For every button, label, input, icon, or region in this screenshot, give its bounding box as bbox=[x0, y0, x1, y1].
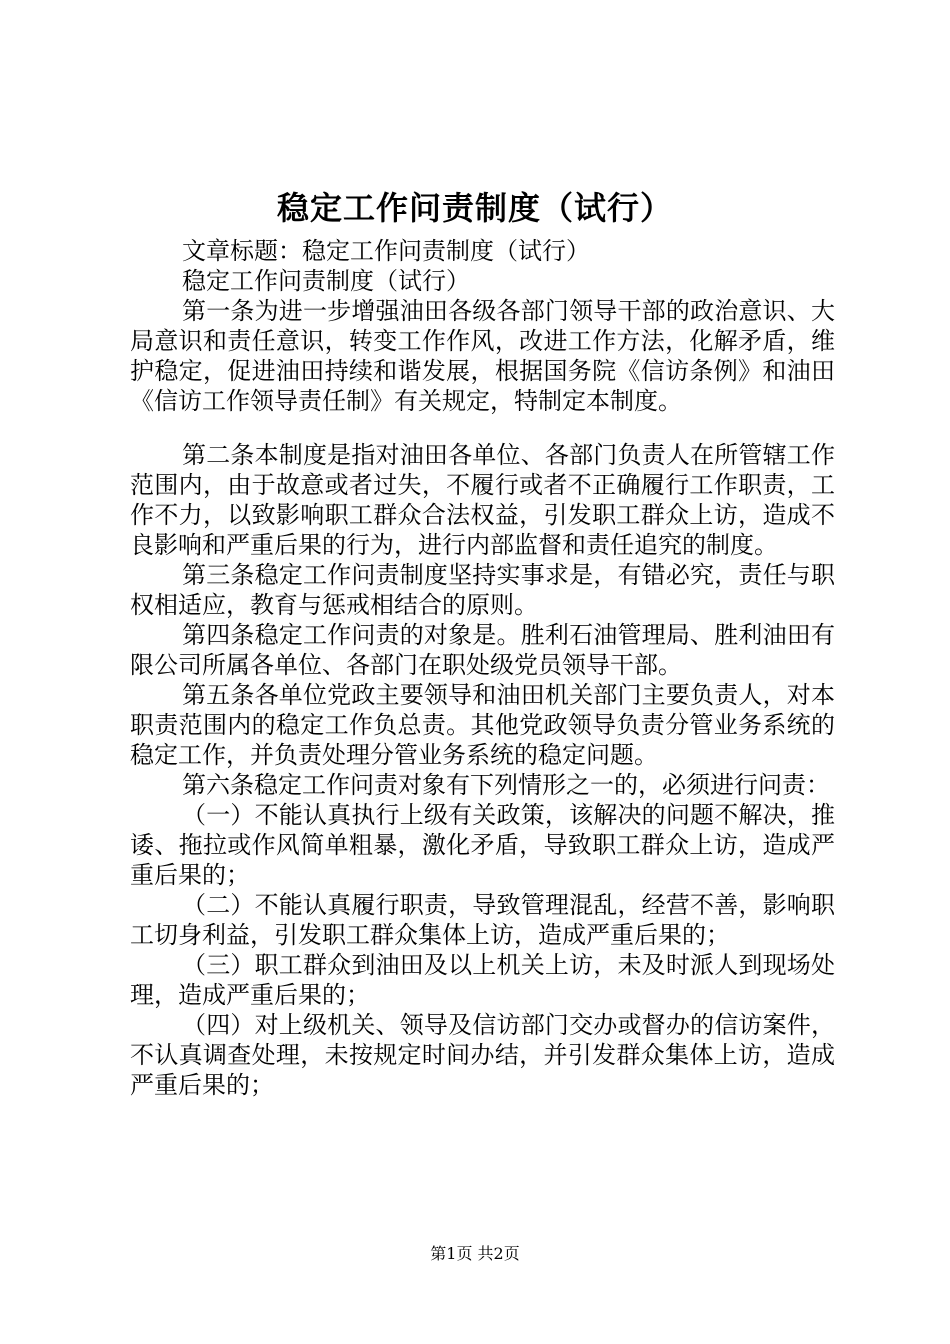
page-footer: 第1页 共2页 bbox=[430, 1244, 520, 1263]
clause-3: （三）职工群众到油田及以上机关上访，未及时派人到现场处理，造成严重后果的； bbox=[130, 951, 835, 1009]
article-2: 第二条本制度是指对油田各单位、各部门负责人在所管辖工作范围内，由于故意或者过失，不履行或者不正确履行工作职责，工作不力，以致影响职工群众合法权益，引发职工群众上访，造成不良影响和严重后果的行为，进行内部监督和责任追究的制度。 bbox=[130, 441, 835, 559]
clause-2: （二）不能认真履行职责，导致管理混乱，经营不善，影响职工切身利益，引发职工群众集体上访，造成严重后果的； bbox=[130, 891, 835, 949]
document-body bbox=[130, 236, 835, 1100]
document-title: 稳定工作问责制度（试行） bbox=[276, 189, 673, 227]
article-1: 第一条为进一步增强油田各级各部门领导干部的政治意识、大局意识和责任意识，转变工作作风，改进工作方法，化解矛盾，维护稳定，促进油田持续和谐发展，根据国务院《信访条例》和油田《信访工作领导责任制》有关规定，特制定本制度。 bbox=[130, 297, 835, 415]
article-5: 第五条各单位党政主要领导和油田机关部门主要负责人，对本职责范围内的稳定工作负总责。其他党政领导负责分管业务系统的稳定工作，并负责处理分管业务系统的稳定问题。 bbox=[130, 681, 835, 769]
article-6: 第六条稳定工作问责对象有下列情形之一的，必须进行问责： bbox=[182, 771, 830, 799]
clause-1: （一）不能认真执行上级有关政策，该解决的问题不解决，推诿、拖拉或作风简单粗暴，激化矛盾，导致职工群众上访，造成严重后果的； bbox=[130, 801, 835, 889]
article-3: 第三条稳定工作问责制度坚持实事求是，有错必究，责任与职权相适应，教育与惩戒相结合的原则。 bbox=[130, 561, 835, 619]
article-title-line: 文章标题：稳定工作问责制度（试行） bbox=[182, 237, 590, 265]
clause-4: （四）对上级机关、领导及信访部门交办或督办的信访案件，不认真调查处理，未按规定时间办结，并引发群众集体上访，造成严重后果的； bbox=[130, 1011, 835, 1099]
article-4: 第四条稳定工作问责的对象是。胜利石油管理局、胜利油田有限公司所属各单位、各部门在职处级党员领导干部。 bbox=[130, 621, 835, 679]
subtitle-line: 稳定工作问责制度（试行） bbox=[182, 267, 470, 295]
